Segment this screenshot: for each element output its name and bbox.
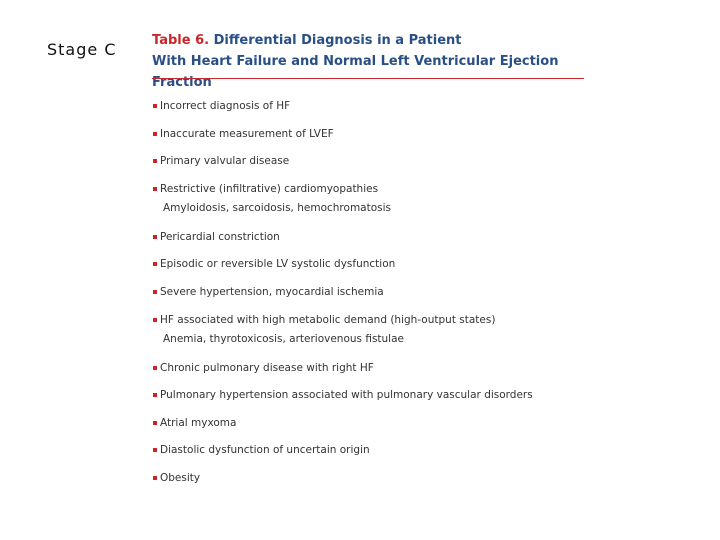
list-item-text: Atrial myxoma (160, 416, 237, 429)
list-item-text: Chronic pulmonary disease with right HF (160, 361, 374, 374)
table-title-line2: With Heart Failure and Normal Left Ventricular Ejection Fraction (152, 54, 559, 90)
list-item (153, 97, 593, 125)
bullet-icon (153, 290, 157, 294)
list-item (153, 125, 593, 153)
list-item (153, 152, 593, 180)
bullet-icon (153, 235, 157, 239)
bullet-icon (153, 448, 157, 452)
list-item-text: Obesity (160, 471, 201, 484)
list-item (153, 414, 593, 442)
bullet-icon (153, 393, 157, 397)
list-item (153, 255, 593, 283)
list-item (153, 441, 593, 469)
list-item-text: Inaccurate measurement of LVEF (160, 127, 334, 140)
list-item (153, 180, 593, 228)
list-item (153, 283, 593, 311)
table-number: Table 6. (152, 33, 210, 48)
list-item-text: Diastolic dysfunction of uncertain origin (160, 444, 370, 457)
bullet-icon (153, 318, 157, 322)
list-item (153, 228, 593, 256)
list-item (153, 359, 593, 387)
list-item-text: Incorrect diagnosis of HF (160, 100, 291, 112)
bullet-icon (153, 104, 157, 108)
bullet-icon (153, 366, 157, 370)
list-item-text: Pulmonary hypertension associated with pulmonary vascular disorders (160, 389, 533, 402)
list-item (153, 311, 593, 359)
list-item-text: Episodic or reversible LV systolic dysfunction (160, 258, 396, 271)
bullet-icon (153, 476, 157, 480)
table-title (152, 30, 592, 93)
stage-label: Stage C (47, 40, 117, 59)
list-item-text: Primary valvular disease (160, 155, 290, 168)
bullet-icon (153, 262, 157, 266)
list-item (153, 386, 593, 414)
list-item (153, 469, 593, 497)
list-item-text: Restrictive (infiltrative) cardiomyopathies (160, 182, 379, 195)
list-item-text: Severe hypertension, myocardial ischemia (160, 285, 384, 298)
list-item-subtext: Amyloidosis, sarcoidosis, hemochromatosis (163, 201, 392, 214)
bullet-icon (153, 187, 157, 191)
bullet-icon (153, 159, 157, 163)
title-divider (152, 78, 584, 79)
list-item-subtext: Anemia, thyrotoxicosis, arteriovenous fistulae (163, 332, 404, 345)
diagnosis-list (153, 97, 593, 497)
bullet-icon (153, 132, 157, 136)
list-item-text: HF associated with high metabolic demand (high-output states) (160, 313, 496, 326)
bullet-icon (153, 421, 157, 425)
table-title-line1: Differential Diagnosis in a Patient (213, 33, 462, 48)
list-item-text: Pericardial constriction (160, 230, 280, 243)
